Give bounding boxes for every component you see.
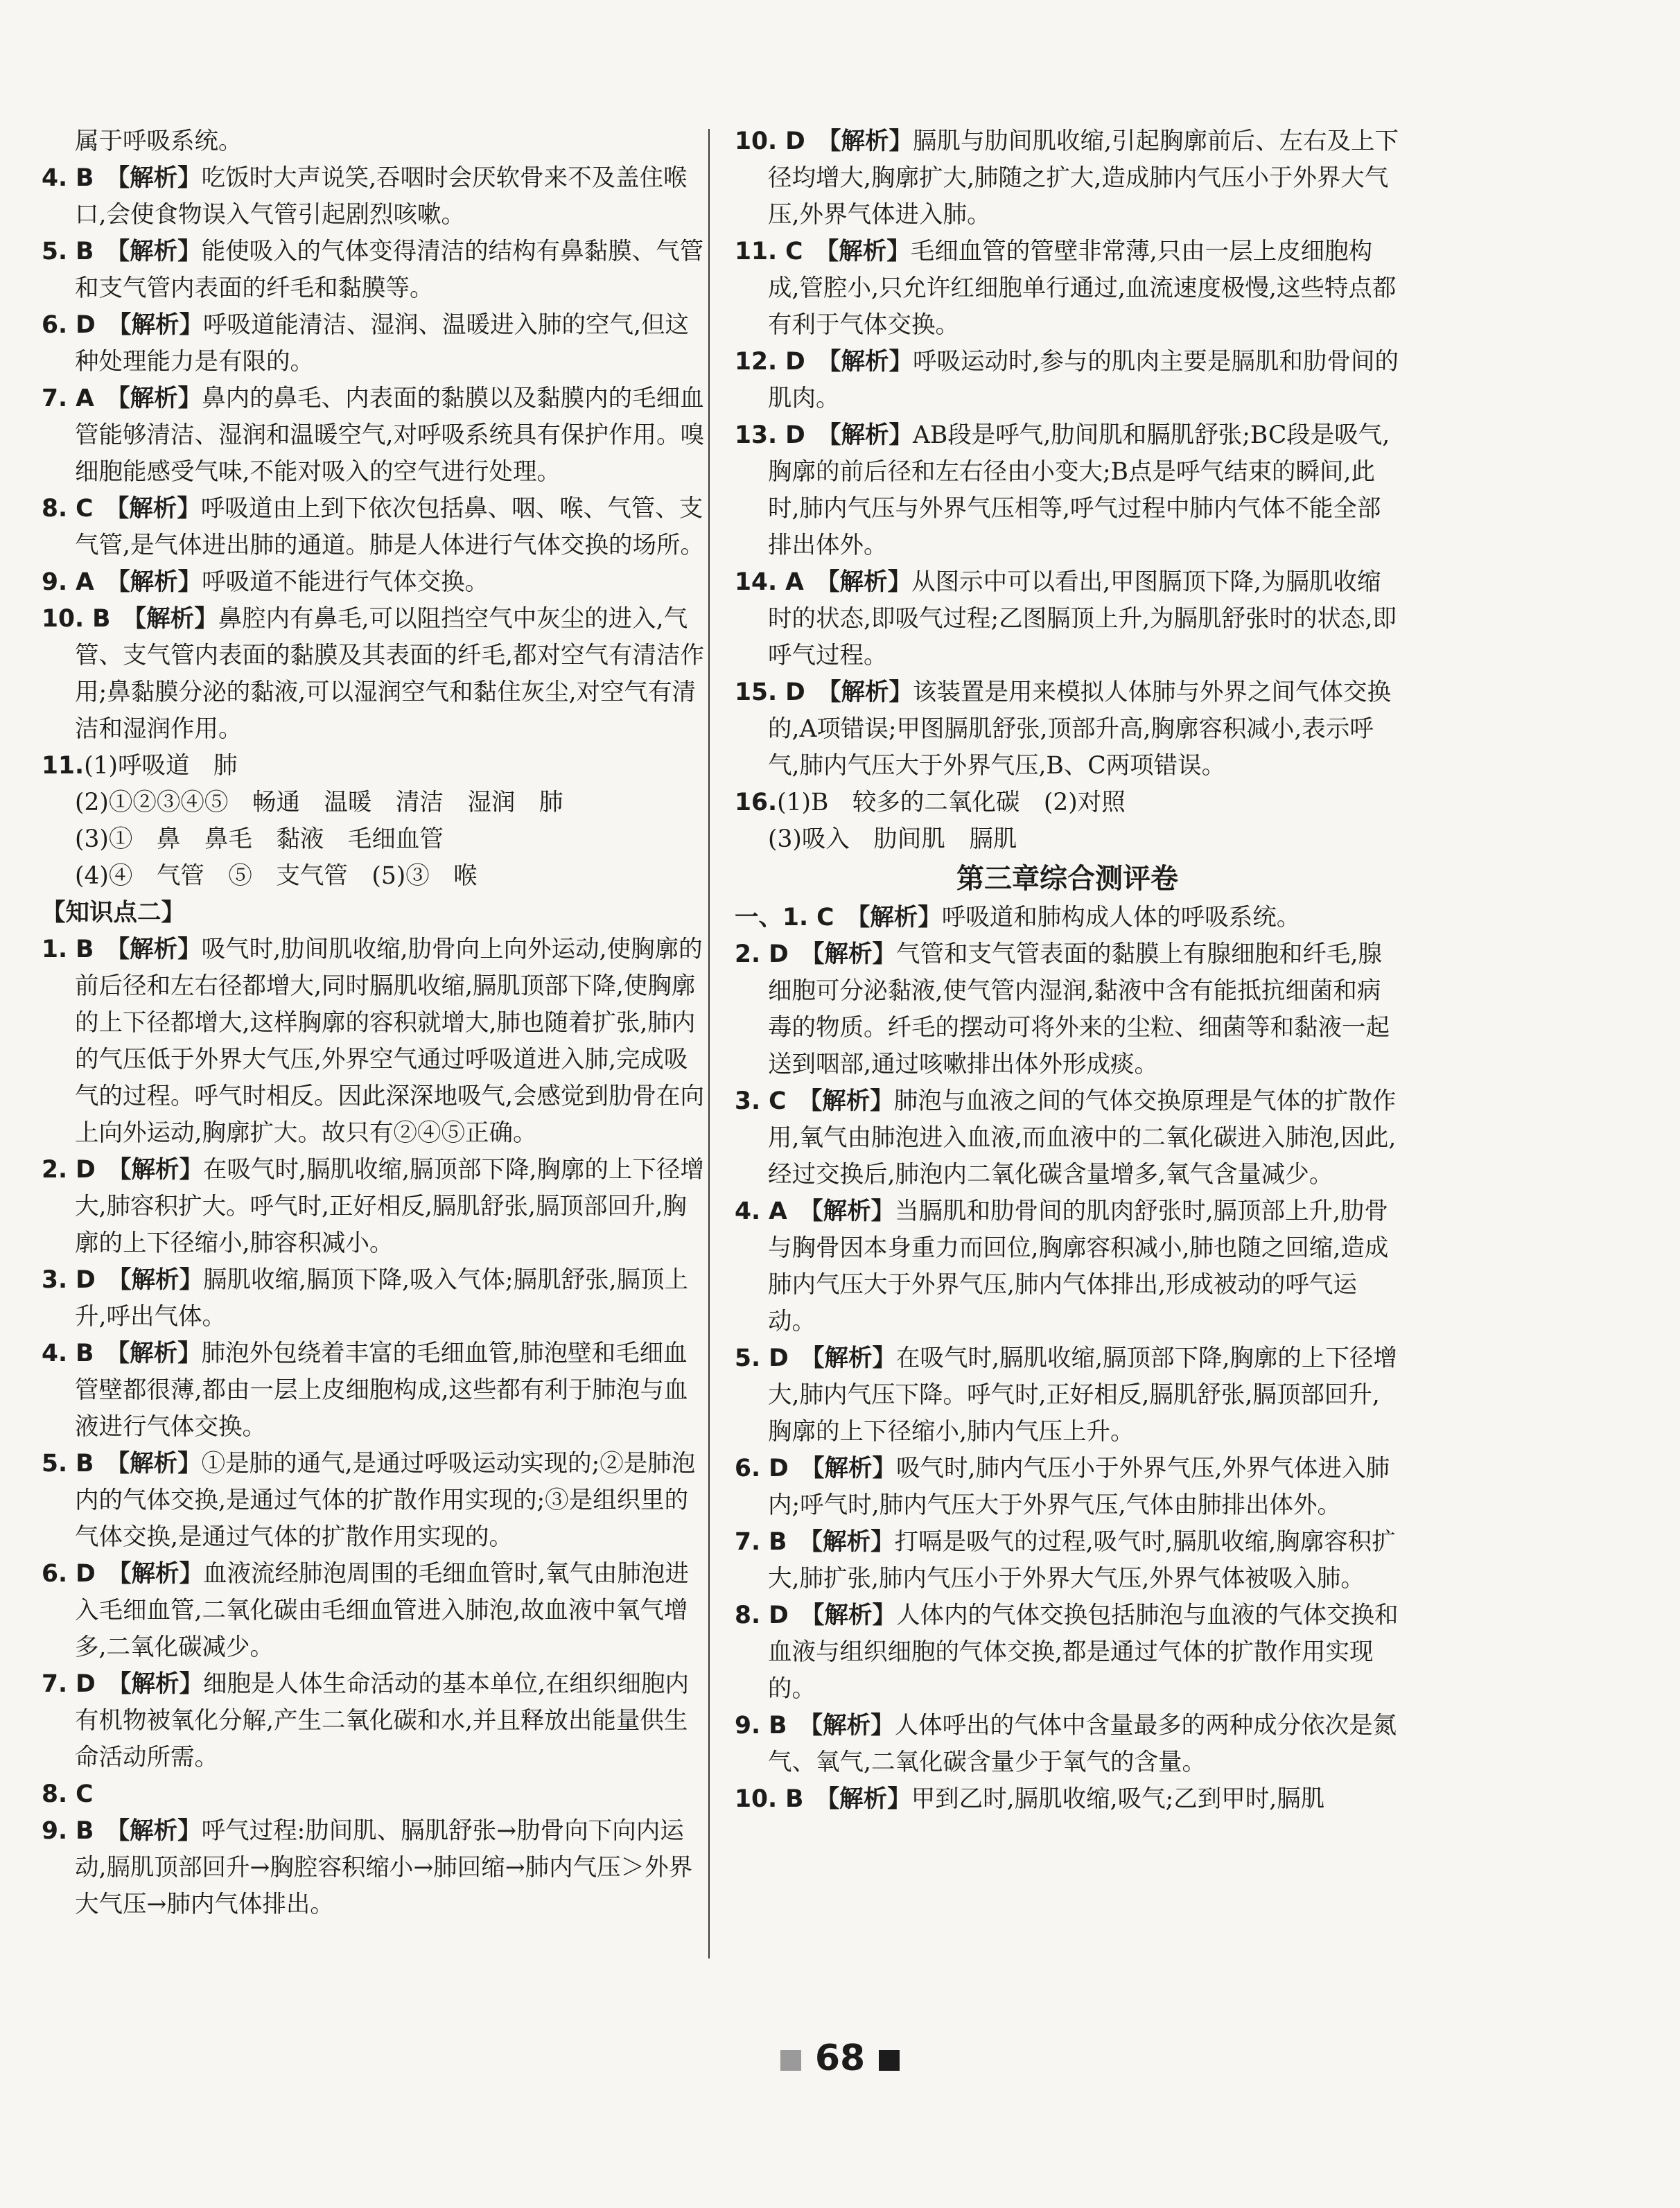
answer-item xyxy=(42,601,707,748)
answer-item xyxy=(42,234,707,307)
answer-item xyxy=(735,564,1400,674)
analysis-tag: 【解析】 xyxy=(798,1087,894,1115)
sub-answer-line xyxy=(42,785,707,821)
answer-item xyxy=(42,380,707,491)
answer-text: 肺泡外包绕着丰富的毛细血管,肺泡壁和毛细血管壁都很薄,都由一层上皮细胞构成,这些都有利于肺泡与血液进行气体交换。 xyxy=(75,1340,688,1441)
answer-number: 5. D xyxy=(735,1344,789,1372)
sub-answer-line xyxy=(42,821,707,858)
answer-item xyxy=(735,1193,1400,1340)
answer-number: 一、1. C xyxy=(735,904,834,931)
answer-item xyxy=(735,1340,1400,1451)
analysis-tag: 【解析】 xyxy=(107,1156,204,1184)
answer-text: 在吸气时,膈肌收缩,膈顶部下降,胸廓的上下径增大,肺容积扩大。呼气时,正好相反,膈肌舒张,膈顶部回升,胸廓的上下径缩小,肺容积减小。 xyxy=(75,1156,704,1257)
answer-item xyxy=(735,123,1400,234)
answer-item xyxy=(42,1335,707,1446)
answer-text: 吸气时,肋间肌收缩,肋骨向上向外运动,使胸廓的前后径和左右径都增大,同时膈肌收缩,膈肌顶部下降,使胸廓的上下径都增大,这样胸廓的容积就增大,肺也随着扩张,肺内的气压低于外界大气压,外界空气通过呼吸道进入肺,完成吸气的过程。呼气时相反。因此深深地吸气,会感觉到肋骨在向上向外运动,胸廓扩大。故只有②④⑤正确。 xyxy=(75,936,704,1147)
answer-item xyxy=(42,160,707,234)
grey-square-icon xyxy=(780,2050,801,2071)
sub-answer-line xyxy=(735,821,1400,858)
answer-number: 5. B xyxy=(42,1450,94,1478)
answer-item xyxy=(42,1666,707,1776)
answer-number: 4. B xyxy=(42,1340,94,1367)
analysis-tag: 【解析】 xyxy=(107,1560,204,1588)
answer-item xyxy=(735,1708,1400,1781)
answer-item xyxy=(735,234,1400,344)
answer-item xyxy=(735,674,1400,785)
answer-number: 10. D xyxy=(735,128,805,155)
analysis-tag: 【解析】 xyxy=(814,238,911,265)
answer-item xyxy=(42,1446,707,1556)
analysis-tag: 【解析】 xyxy=(105,1450,202,1478)
answer-item xyxy=(42,123,707,160)
sub-answer-line xyxy=(42,748,707,785)
answer-number: 5. B xyxy=(42,238,94,265)
answer-number: 11. xyxy=(42,752,85,780)
sub-answer-line xyxy=(42,858,707,895)
analysis-tag: 【解析】 xyxy=(799,1198,895,1225)
analysis-tag: 【解析】 xyxy=(107,1670,204,1698)
answer-text: 吸气时,肺内气压小于外界气压,外界气体进入肺内;呼气时,肺内气压大于外界气压,气体由肺排出体外。 xyxy=(768,1455,1390,1519)
analysis-tag: 【解析】 xyxy=(105,495,201,523)
chapter-test-title: 第三章综合测评卷 xyxy=(956,863,1178,895)
answer-number: 3. D xyxy=(42,1266,96,1294)
answer-number: 8. D xyxy=(735,1602,789,1629)
analysis-tag: 【解析】 xyxy=(800,940,897,968)
answer-text: AB段是呼气,肋间肌和膈肌舒张;BC段是吸气,胸廓的前后径和左右径由小变大;B点是呼气结束的瞬间,此时,肺内气压与外界气压相等,呼气过程中肺内气体不能全部排出体外。 xyxy=(768,421,1390,559)
right-column xyxy=(735,123,1400,1818)
analysis-tag: 【解析】 xyxy=(817,128,913,155)
answer-item xyxy=(42,1813,707,1923)
column-divider xyxy=(708,129,710,1959)
answer-text: 呼吸运动时,参与的肌肉主要是膈肌和肋骨间的肌肉。 xyxy=(768,348,1399,412)
answer-number: 12. D xyxy=(735,348,805,376)
sub-answer-text: (3)① 鼻 鼻毛 黏液 毛细血管 xyxy=(75,825,444,853)
answer-number: 10. B xyxy=(42,605,111,633)
answer-number: 9. B xyxy=(42,1817,94,1845)
answer-number: 2. D xyxy=(735,940,789,968)
answer-item xyxy=(42,931,707,1152)
analysis-tag: 【解析】 xyxy=(105,1340,202,1367)
answer-text: 毛细血管的管壁非常薄,只由一层上皮细胞构成,管腔小,只允许红细胞单行通过,血流速度极慢,这些特点都有利于气体交换。 xyxy=(768,238,1397,339)
answer-number: 14. A xyxy=(735,568,804,596)
answer-item xyxy=(42,307,707,380)
analysis-tag: 【解析】 xyxy=(106,568,202,596)
answer-item xyxy=(735,1451,1400,1524)
analysis-tag: 【解析】 xyxy=(817,678,913,706)
analysis-tag: 【解析】 xyxy=(107,1266,204,1294)
analysis-tag: 【解析】 xyxy=(798,1712,895,1740)
answer-text: 呼吸道由上到下依次包括鼻、咽、喉、气管、支气管,是气体进出肺的通道。肺是人体进行气体交换的场所。 xyxy=(75,495,704,559)
answer-number: 6. D xyxy=(42,1560,96,1588)
analysis-tag: 【解析】 xyxy=(105,1817,202,1845)
answer-item xyxy=(735,936,1400,1083)
answer-number: 15. D xyxy=(735,678,805,706)
analysis-tag: 【解析】 xyxy=(846,904,942,931)
black-square-icon xyxy=(879,2050,900,2071)
answer-item xyxy=(42,491,707,564)
answer-text: 呼气过程:肋间肌、膈肌舒张→肋骨向下向内运动,膈肌顶部回升→胸腔容积缩小→肺回缩→肺内气压＞外界大气压→肺内气体排出。 xyxy=(75,1817,693,1918)
answer-number: 9. B xyxy=(735,1712,787,1740)
answer-item xyxy=(42,564,707,601)
analysis-tag: 【解析】 xyxy=(105,238,202,265)
answer-number: 13. D xyxy=(735,421,805,449)
analysis-tag: 【解析】 xyxy=(106,385,202,412)
sub-answer-text: (2)①②③④⑤ 畅通 温暖 清洁 湿润 肺 xyxy=(75,789,563,816)
sub-answer-line xyxy=(735,785,1400,821)
answer-item xyxy=(735,1781,1400,1818)
section-heading: 【知识点二】 xyxy=(42,899,185,927)
answer-item xyxy=(735,900,1400,936)
analysis-tag: 【解析】 xyxy=(815,1785,911,1813)
analysis-tag: 【解析】 xyxy=(800,1602,897,1629)
answer-text: 甲到乙时,膈肌收缩,吸气;乙到甲时,膈肌 xyxy=(911,1785,1325,1813)
answer-number: 10. B xyxy=(735,1785,804,1813)
answer-text: 打嗝是吸气的过程,吸气时,膈肌收缩,胸廓容积扩大,肺扩张,肺内气压小于外界大气压,外界气体被吸入肺。 xyxy=(768,1528,1396,1593)
answer-text: 气管和支气管表面的黏膜上有腺细胞和纤毛,腺细胞可分泌黏液,使气管内湿润,黏液中含有能抵抗细菌和病毒的物质。纤毛的摆动可将外来的尘粒、细菌等和黏液一起送到咽部,通过咳嗽排出体外形成痰。 xyxy=(768,940,1390,1078)
sub-answer-text: (4)④ 气管 ⑤ 支气管 (5)③ 喉 xyxy=(75,862,478,890)
answer-number: 8. C xyxy=(42,495,94,523)
answer-text: 细胞是人体生命活动的基本单位,在组织细胞内有机物被氧化分解,产生二氧化碳和水,并且释放出能量供生命活动所需。 xyxy=(75,1670,689,1771)
answer-item xyxy=(735,344,1400,417)
page-footer xyxy=(0,2038,1680,2079)
answer-item xyxy=(42,1556,707,1666)
answer-text: 当膈肌和肋骨间的肌肉舒张时,膈顶部上升,肋骨与胸骨因本身重力而回位,胸廓容积减小,肺也随之回缩,造成肺内气压大于外界气压,肺内气体排出,形成被动的呼气运动。 xyxy=(768,1198,1389,1335)
answer-number: 8. C xyxy=(42,1780,94,1808)
answer-number: 7. A xyxy=(42,385,94,412)
analysis-tag: 【解析】 xyxy=(817,421,913,449)
analysis-tag: 【解析】 xyxy=(800,1344,897,1372)
answer-item xyxy=(42,1152,707,1262)
answer-text: 鼻内的鼻毛、内表面的黏膜以及黏膜内的毛细血管能够清洁、湿润和温暖空气,对呼吸系统具有保护作用。嗅细胞能感受气味,不能对吸入的空气进行处理。 xyxy=(75,385,704,486)
answer-text: 从图示中可以看出,甲图膈顶下降,为膈肌收缩时的状态,即吸气过程;乙图膈顶上升,为膈肌舒张时的状态,即呼气过程。 xyxy=(768,568,1397,669)
answer-text: 呼吸道能清洁、湿润、温暖进入肺的空气,但这种处理能力是有限的。 xyxy=(75,311,689,376)
answer-number: 2. D xyxy=(42,1156,96,1184)
answer-text: ①是肺的通气,是通过呼吸运动实现的;②是肺泡内的气体交换,是通过气体的扩散作用实现的;③是组织里的气体交换,是通过气体的扩散作用实现的。 xyxy=(75,1450,696,1551)
analysis-tag: 【解析】 xyxy=(107,311,204,339)
answer-item xyxy=(735,1083,1400,1193)
answer-text: 呼吸道和肺构成人体的呼吸系统。 xyxy=(941,904,1301,931)
analysis-tag: 【解析】 xyxy=(800,1455,897,1482)
answer-number: 3. C xyxy=(735,1087,787,1115)
sub-answer-text: (1)呼吸道 肺 xyxy=(84,752,238,780)
answer-text: 在吸气时,膈肌收缩,膈顶部下降,胸廓的上下径增大,肺内气压下降。呼气时,正好相反,膈肌舒张,膈顶部回升,胸廓的上下径缩小,肺内气压上升。 xyxy=(768,1344,1397,1446)
left-column xyxy=(42,123,707,1923)
answer-item xyxy=(42,1776,707,1813)
answer-item xyxy=(735,417,1400,564)
answer-text: 膈肌与肋间肌收缩,引起胸廓前后、左右及上下径均增大,胸廓扩大,肺随之扩大,造成肺内气压小于外界大气压,外界气体进入肺。 xyxy=(768,128,1399,229)
answer-item xyxy=(735,1524,1400,1597)
answer-number: 4. A xyxy=(735,1198,787,1225)
analysis-tag: 【解析】 xyxy=(798,1528,895,1556)
answer-text: 血液流经肺泡周围的毛细血管时,氧气由肺泡进入毛细血管,二氧化碳由毛细血管进入肺泡,故血液中氧气增多,二氧化碳减少。 xyxy=(75,1560,689,1661)
answer-number: 7. B xyxy=(735,1528,787,1556)
answer-number: 4. B xyxy=(42,164,94,192)
answer-number: 16. xyxy=(735,789,778,816)
answer-number: 6. D xyxy=(42,311,96,339)
answer-text: 属于呼吸系统。 xyxy=(75,128,243,155)
analysis-tag: 【解析】 xyxy=(817,348,913,376)
page-number: 68 xyxy=(814,2038,866,2079)
answer-number: 9. A xyxy=(42,568,94,596)
answer-text: 人体呼出的气体中含量最多的两种成分依次是氮气、氧气,二氧化碳含量少于氧气的含量。 xyxy=(768,1712,1397,1776)
answer-text: 吃饭时大声说笑,吞咽时会厌软骨来不及盖住喉口,会使食物误入气管引起剧烈咳嗽。 xyxy=(75,164,688,229)
answer-item xyxy=(735,1597,1400,1708)
answer-text: 肺泡与血液之间的气体交换原理是气体的扩散作用,氧气由肺泡进入血液,而血液中的二氧化碳进入肺泡,因此,经过交换后,肺泡内二氧化碳含量增多,氧气含量减少。 xyxy=(768,1087,1397,1189)
answer-number: 6. D xyxy=(735,1455,789,1482)
analysis-tag: 【解析】 xyxy=(105,936,202,963)
answer-text: 该装置是用来模拟人体肺与外界之间气体交换的,A项错误;甲图膈肌舒张,顶部升高,胸廓容积减小,表示呼气,肺内气压大于外界气压,B、C两项错误。 xyxy=(768,678,1392,780)
answer-text: 能使吸入的气体变得清洁的结构有鼻黏膜、气管和支气管内表面的纤毛和黏膜等。 xyxy=(75,238,704,302)
answer-item xyxy=(42,1262,707,1335)
answer-number: 7. D xyxy=(42,1670,96,1698)
sub-answer-text: (3)吸入 肋间肌 膈肌 xyxy=(768,825,1017,853)
answer-number: 11. C xyxy=(735,238,803,265)
analysis-tag: 【解析】 xyxy=(105,164,202,192)
sub-answer-text: (1)B 较多的二氧化碳 (2)对照 xyxy=(777,789,1126,816)
answer-text: 人体内的气体交换包括肺泡与血液的气体交换和血液与组织细胞的气体交换,都是通过气体的扩散作用实现的。 xyxy=(768,1602,1399,1703)
answer-text: 呼吸道不能进行气体交换。 xyxy=(202,568,489,596)
analysis-tag: 【解析】 xyxy=(122,605,218,633)
analysis-tag: 【解析】 xyxy=(816,568,912,596)
answer-text: 鼻腔内有鼻毛,可以阻挡空气中灰尘的进入,气管、支气管内表面的黏膜及其表面的纤毛,都对空气有清洁作用;鼻黏膜分泌的黏液,可以湿润空气和黏住灰尘,对空气有清洁和湿润作用。 xyxy=(75,605,704,743)
answer-text: 膈肌收缩,膈顶下降,吸入气体;膈肌舒张,膈顶上升,呼出气体。 xyxy=(75,1266,689,1331)
answer-number: 1. B xyxy=(42,936,94,963)
